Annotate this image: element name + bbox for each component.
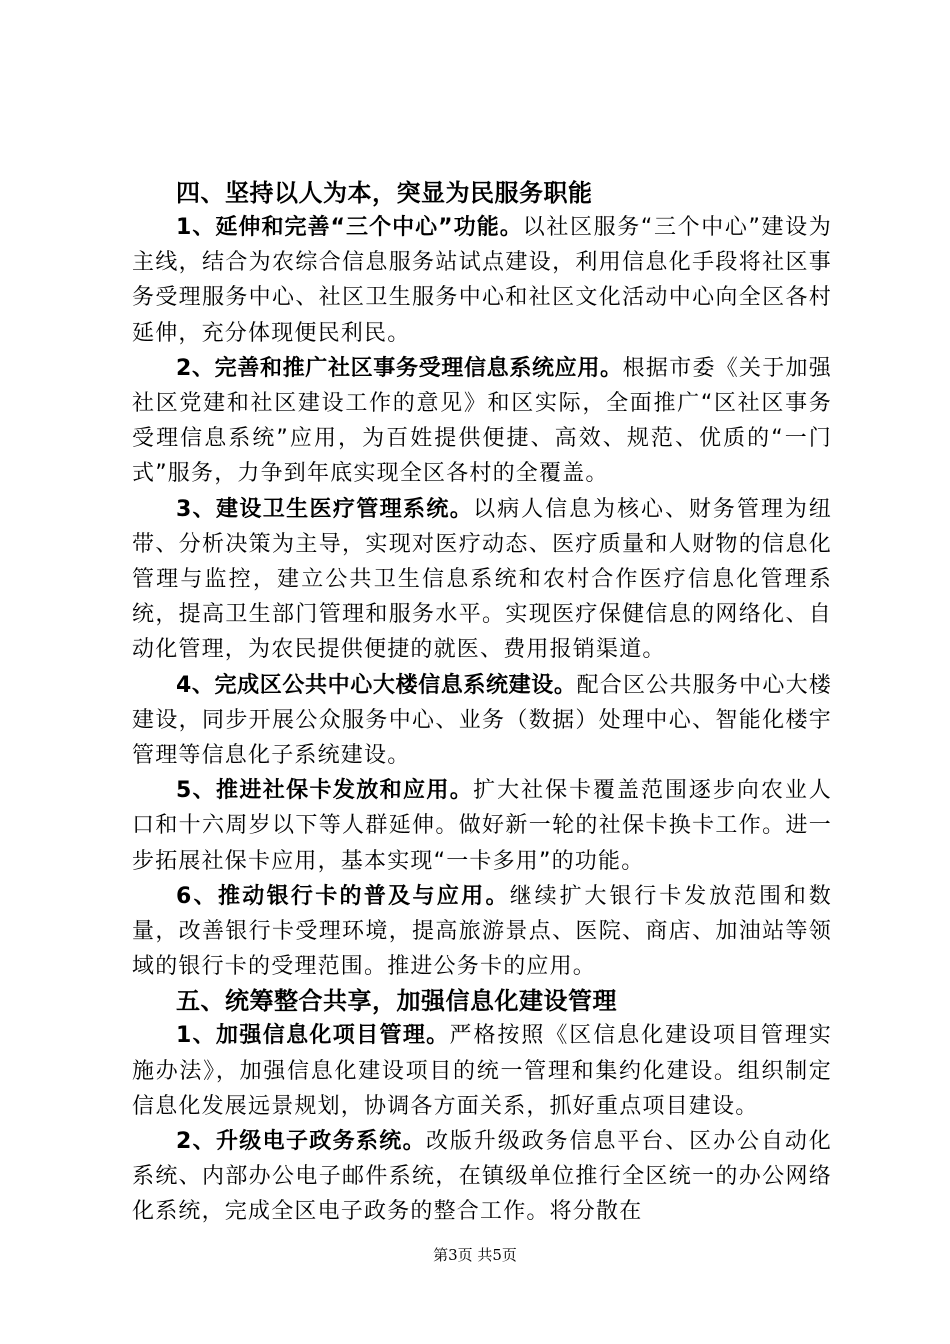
item-body: 严格按照《区信息化建设项目管理实施办法》，加强信息化建设项目的统一管理和集约化建设。组织制定信息化发展远景规划，协调各方面关系，抓好重点项目建设。 — [132, 1023, 832, 1119]
item-lead: 3、建设卫生医疗管理系统。 — [176, 496, 474, 522]
item-lead: 2、完善和推广社区事务受理信息系统应用。 — [176, 355, 623, 381]
list-item — [132, 668, 832, 774]
page-number: 第3页 共5页 — [433, 1246, 517, 1264]
list-item — [132, 773, 832, 879]
section-heading: 四、坚持以人为本，突显为民服务职能 — [176, 179, 593, 207]
list-item — [132, 492, 832, 668]
list-item — [132, 1124, 832, 1230]
item-lead: 4、完成区公共中心大楼信息系统建设。 — [176, 672, 577, 698]
item-lead: 2、升级电子政务系统。 — [176, 1129, 426, 1155]
item-body: 以社区服务“三个中心”建设为主线，结合为农综合信息服务站试点建设，利用信息化手段将社区事务受理服务中心、社区卫生服务中心和社区文化活动中心向全区各村延伸，充分体现便民利民。 — [132, 215, 832, 346]
list-item — [132, 879, 832, 985]
section-heading: 五、统筹整合共享，加强信息化建设管理 — [176, 987, 617, 1016]
item-body: 以病人信息为核心、财务管理为纽带、分析决策为主导，实现对医疗动态、医疗质量和人财物的信息化管理与监控，建立公共卫生信息系统和农村合作医疗信息化管理系统，提高卫生部门管理和服务水平。实现医疗保健信息的网络化、自动化管理，为农民提供便捷的就医、费用报销渠道。 — [132, 496, 832, 663]
item-body: 根据市委《关于加强社区党建和社区建设工作的意见》和区实际，全面推广“区社区事务受理信息系统”应用，为百姓提供便捷、高效、规范、优质的“一门式”服务，力争到年底实现全区各村的全覆盖。 — [132, 355, 832, 487]
item-body: 配合区公共服务中心大楼建设，同步开展公众服务中心、业务（数据）处理中心、智能化楼宇管理等信息化子系统建设。 — [132, 672, 833, 769]
item-lead: 1、加强信息化项目管理。 — [176, 1023, 450, 1049]
list-item — [132, 1018, 832, 1124]
item-lead: 1、延伸和完善“三个中心”功能。 — [176, 215, 523, 240]
item-lead: 6、推动银行卡的普及与应用。 — [176, 883, 510, 909]
list-item — [132, 210, 832, 351]
item-body: 继续扩大银行卡发放范围和数量，改善银行卡受理环境，提高旅游景点、医院、商店、加油站等领域的银行卡的受理范围。推进公务卡的应用。 — [132, 883, 832, 980]
list-item — [132, 351, 832, 492]
page-footer — [0, 1245, 950, 1265]
item-lead: 5、推进社保卡发放和应用。 — [176, 778, 474, 804]
item-body: 扩大社保卡覆盖范围逐步向农业人口和十六周岁以下等人群延伸。做好新一轮的社保卡换卡工作。进一步拓展社保卡应用，基本实现“一卡多用”的功能。 — [132, 778, 832, 874]
item-body: 改版升级政务信息平台、区办公自动化系统、内部办公电子邮件系统，在镇级单位推行全区统一的办公网络化系统，完成全区电子政务的整合工作。将分散在 — [132, 1129, 832, 1225]
document-body — [132, 176, 832, 1230]
